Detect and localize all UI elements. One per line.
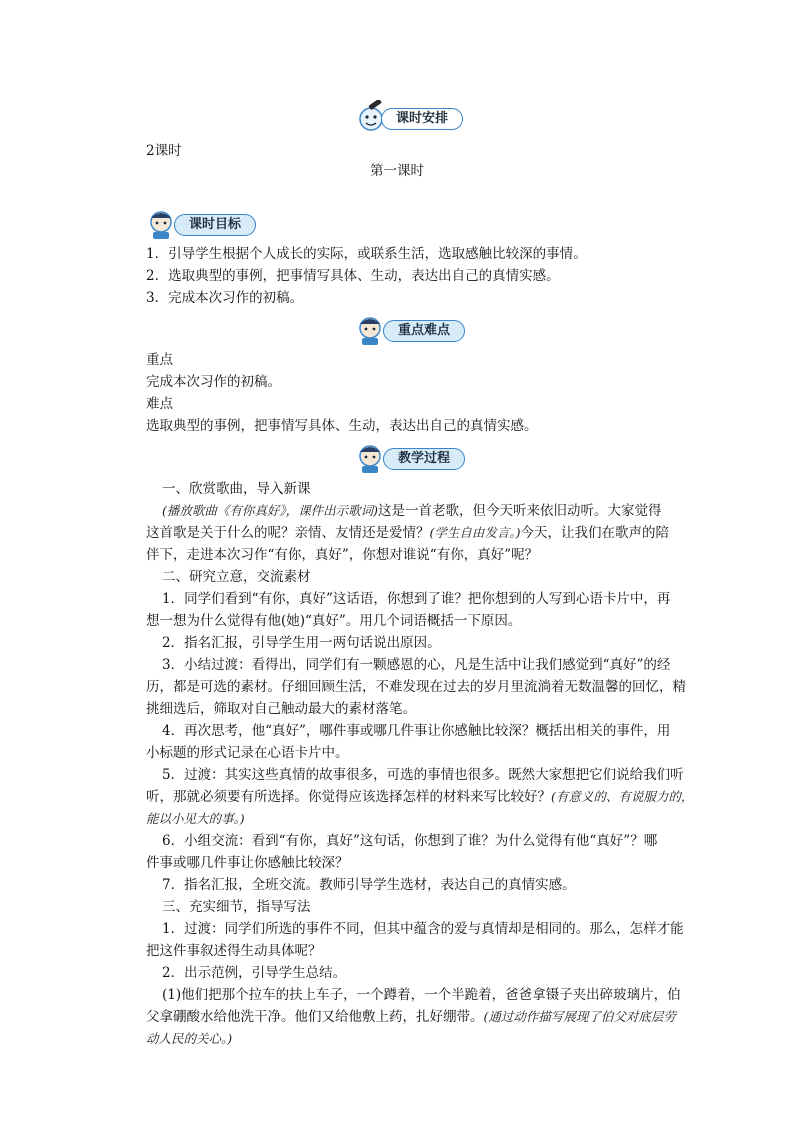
section-1-title: 一、欣赏歌曲，导入新课: [162, 481, 311, 497]
step-2-2: 2．指名汇报，引导学生用一两句话说出原因。: [162, 635, 441, 651]
banner-schedule: [355, 100, 465, 134]
step-2-1: 1．同学们看到“有你，真好”这话语，你想到了谁？把你想到的人写到心语卡片中，再: [162, 591, 671, 607]
stage-direction: (通过动作描写展现了伯父对底层劳: [483, 1009, 676, 1024]
stage-direction: (有意义的、有说服力的，: [551, 789, 694, 804]
paragraph-text: 这首歌是关于什么的呢？亲情、友情还是爱情？: [146, 525, 430, 541]
banner-process-label: 教学过程: [383, 448, 465, 470]
example-1-note: 动人民的关心。): [146, 1031, 233, 1046]
paragraph-text: 这是一首老歌，但今天听来依旧动听。大家觉得: [378, 503, 662, 519]
banner-key-points: [355, 312, 467, 346]
session-title: 第一课时: [370, 163, 424, 179]
step-2-4-cont: 小标题的形式记录在心语卡片中。: [146, 745, 349, 761]
example-1-cont: [146, 1007, 676, 1027]
difficulty-label: 难点: [146, 396, 173, 412]
goal-2: 2．选取典型的事例，把事情写具体、生动，表达出自己的真情实感。: [146, 268, 560, 284]
lesson-count: 2课时: [146, 143, 182, 159]
step-2-3-cont2: 挑细选后，筛取对自己触动最大的素材落笔。: [146, 701, 416, 717]
section-1-paragraph: [146, 501, 662, 521]
banner-key-points-label: 重点难点: [383, 320, 465, 342]
example-1: (1)他们把那个拉车的扶上车子，一个蹲着，一个半跪着，爸爸拿镊子夹出碎玻璃片，伯: [162, 987, 681, 1003]
key-label: 重点: [146, 352, 173, 368]
paragraph-text: 听，那就必须要有所选择。你觉得应该选择怎样的材料来写比较好？: [146, 789, 551, 805]
step-3-1: 1．过渡：同学们所选的事件不同，但其中蕴含的爱与真情却是相同的。那么，怎样才能: [162, 921, 684, 937]
section-2-title: 二、研究立意，交流素材: [162, 569, 311, 585]
difficulty-text: 选取典型的事例，把事情写具体、生动，表达出自己的真情实感。: [146, 418, 538, 434]
banner-process: [355, 440, 467, 474]
step-2-7: 7．指名汇报，全班交流。教师引导学生选材，表达自己的真情实感。: [162, 877, 576, 893]
step-3-1-cont: 把这件事叙述得生动具体呢？: [146, 943, 322, 959]
goal-1: 1．引导学生根据个人成长的实际，或联系生活，选取感触比较深的事情。: [146, 246, 587, 262]
paragraph-text: 父拿硼酸水给他洗干净。他们又给他敷上药，扎好绷带。: [146, 1009, 484, 1025]
section-1-paragraph-line3: 伴下，走进本次习作“有你，真好”，你想对谁说“有你，真好”呢？: [146, 547, 539, 563]
step-3-2: 2．出示范例，引导学生总结。: [162, 965, 347, 981]
stage-direction: (学生自由发言。): [429, 525, 521, 540]
banner-goals: [146, 206, 258, 240]
step-2-4: 4．再次思考，他“真好”，哪件事或哪几件事让你感触比较深？概括出相关的事件，用: [162, 723, 671, 739]
step-2-6: 6．小组交流：看到“有你，真好”这句话，你想到了谁？为什么觉得有他“真好”？哪: [162, 833, 658, 849]
paragraph-text: 今天，让我们在歌声的陪: [520, 525, 670, 541]
goal-3: 3．完成本次习作的初稿。: [146, 290, 304, 306]
step-2-5-note: 能以小见大的事。): [146, 811, 245, 826]
step-2-5-cont: [146, 787, 694, 807]
step-2-3-cont: 历，都是可选的素材。仔细回顾生活，不难发现在过去的岁月里流淌着无数温馨的回忆，精: [146, 679, 686, 695]
step-2-5: 5．过渡：其实这些真情的故事很多，可选的事情也很多。既然大家想把它们说给我们听: [162, 767, 684, 783]
stage-direction: (播放歌曲《有你真好》，课件出示歌词): [162, 503, 379, 518]
section-3-title: 三、充实细节，指导写法: [162, 899, 311, 915]
banner-goals-label: 课时目标: [174, 214, 256, 236]
step-2-1-cont: 想一想为什么觉得有他(她)“真好”。用几个词语概括一下原因。: [146, 613, 522, 629]
step-2-6-cont: 件事或哪几件事让你感触比较深？: [146, 855, 349, 871]
banner-schedule-label: 课时安排: [381, 108, 463, 130]
key-text: 完成本次习作的初稿。: [146, 374, 281, 390]
step-2-3: 3．小结过渡：看得出，同学们有一颗感恩的心，凡是生活中让我们感觉到“真好”的经: [162, 657, 671, 673]
section-1-paragraph-line2: [146, 523, 670, 543]
